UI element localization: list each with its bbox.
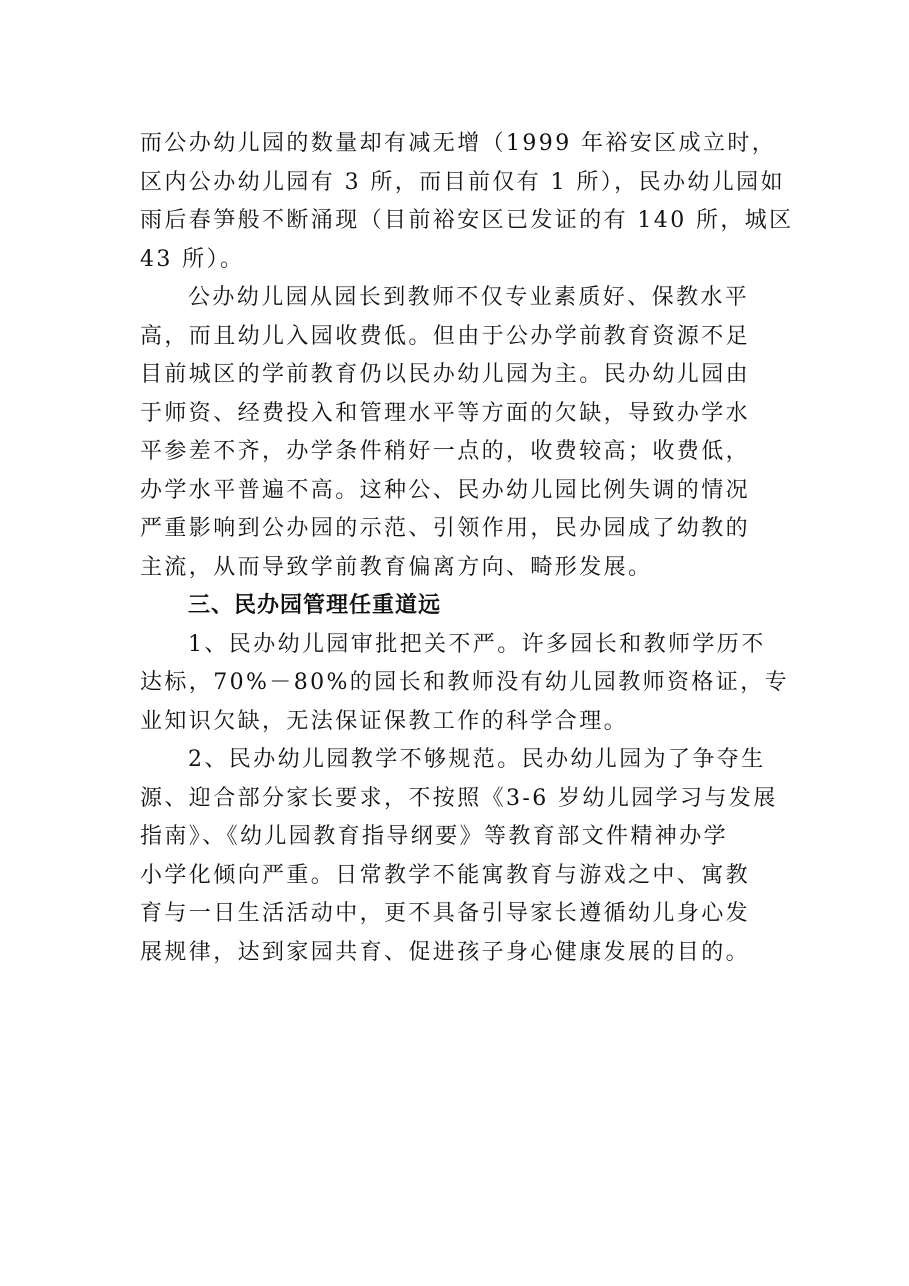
text-line: 于师资、经费投入和管理水平等方面的欠缺，导致办学水 [140, 400, 751, 426]
section-heading: 三、民办园管理任重道远 [188, 593, 442, 618]
paragraph-approval-issue [140, 626, 789, 742]
text-line: 2、民办幼儿园教学不够规范。民办幼儿园为了争夺生 [188, 747, 766, 772]
paragraph-public-kindergarten-count [140, 125, 794, 279]
document-body [140, 125, 794, 972]
text-line: 雨后春笋般不断涌现（目前裕安区已发证的有 140 所，城区 [140, 208, 794, 233]
text-line: 高，而且幼儿入园收费低。但由于公办学前教育资源不足 [140, 323, 751, 349]
text-line: 目前城区的学前教育仍以民办幼儿园为主。民办幼儿园由 [140, 362, 751, 387]
text-line: 公办幼儿园从园长到教师不仅专业素质好、保教水平 [188, 285, 750, 310]
paragraph-public-vs-private [140, 279, 780, 587]
text-line: 主流，从而导致学前教育偏离方向、畸形发展。 [140, 554, 653, 580]
text-line: 严重影响到公办园的示范、引领作用，民办园成了幼教的 [140, 516, 751, 541]
text-line: 业知识欠缺，无法保证保教工作的科学合理。 [140, 708, 629, 734]
text-line: 1、民办幼儿园审批把关不严。许多园长和教师学历不 [188, 631, 766, 657]
text-line: 小学化倾向严重。日常教学不能寓教育与游戏之中、寓教 [140, 862, 751, 888]
text-line: 达标，70%－80%的园长和教师没有幼儿园教师资格证，专 [140, 670, 789, 695]
paragraph-teaching-issue [140, 741, 780, 972]
text-line: 源、迎合部分家长要求，不按照《3-6 岁幼儿园学习与发展 [140, 785, 778, 811]
text-line: 指南》、《幼儿园教育指导纲要》等教育部文件精神办学 [140, 824, 729, 849]
text-line: 43 所）。 [140, 246, 245, 272]
text-line: 育与一日生活活动中，更不具备引导家长遵循幼儿身心发 [140, 901, 751, 926]
section-heading-3 [140, 587, 780, 626]
text-line: 平参差不齐，办学条件稍好一点的，收费较高；收费低， [140, 439, 751, 464]
text-line: 而公办幼儿园的数量却有减无增（1999 年裕安区成立时， [140, 131, 777, 156]
text-line: 展规律，达到家园共育、促进孩子身心健康发展的目的。 [140, 939, 751, 965]
text-line: 办学水平普遍不高。这种公、民办幼儿园比例失调的情况 [140, 477, 751, 503]
text-line: 区内公办幼儿园有 3 所，而目前仅有 1 所），民办幼儿园如 [140, 169, 785, 195]
